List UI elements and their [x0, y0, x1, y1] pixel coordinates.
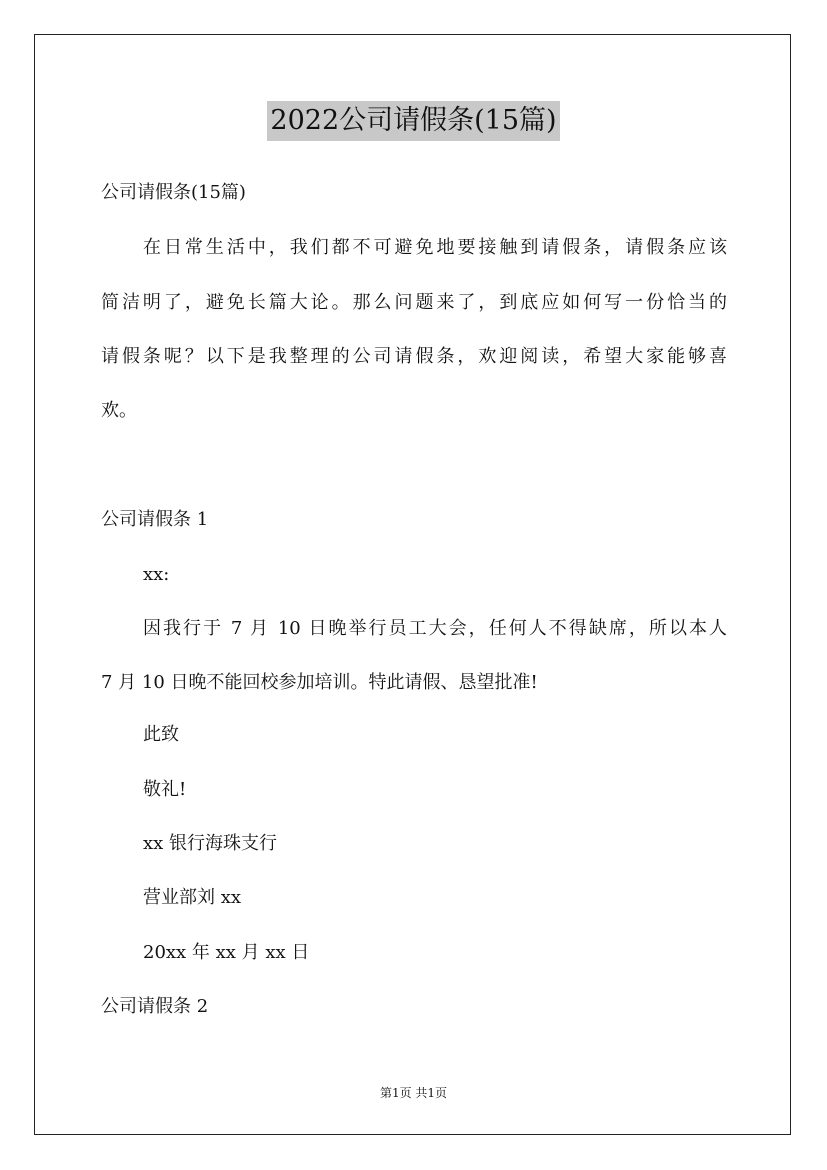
section-2-heading: 公司请假条 2: [101, 996, 209, 1017]
title-container: [0, 101, 827, 141]
signature-org: xx 银行海珠支行: [143, 833, 278, 854]
signature-name: 营业部刘 xx: [143, 887, 242, 908]
page-footer: 第1页 共1页: [379, 1086, 448, 1100]
letter-body-line-2: 7 月 10 日晚不能回校参加培训。特此请假、恳望批准!: [101, 672, 538, 693]
intro-line-3: 请假条呢？以下是我整理的公司请假条，欢迎阅读，希望大家能够喜: [101, 346, 727, 367]
intro-line-2: 简洁明了，避免长篇大论。那么问题来了，到底应如何写一份恰当的: [101, 292, 727, 313]
letter-closing-2: 敬礼!: [143, 779, 187, 800]
document-title: 2022公司请假条(15篇): [267, 101, 559, 141]
section-1-heading: 公司请假条 1: [101, 509, 209, 530]
letter-date: 20xx 年 xx 月 xx 日: [143, 942, 310, 963]
document-subtitle: 公司请假条(15篇): [101, 182, 246, 203]
intro-line-4: 欢。: [101, 400, 137, 421]
letter-salutation: xx:: [143, 564, 170, 585]
letter-body-line-1: 因我行于 7 月 10 日晚举行员工大会，任何人不得缺席，所以本人: [143, 618, 727, 639]
letter-closing-1: 此致: [143, 724, 179, 745]
intro-line-1: 在日常生活中，我们都不可避免地要接触到请假条，请假条应该: [143, 237, 727, 258]
